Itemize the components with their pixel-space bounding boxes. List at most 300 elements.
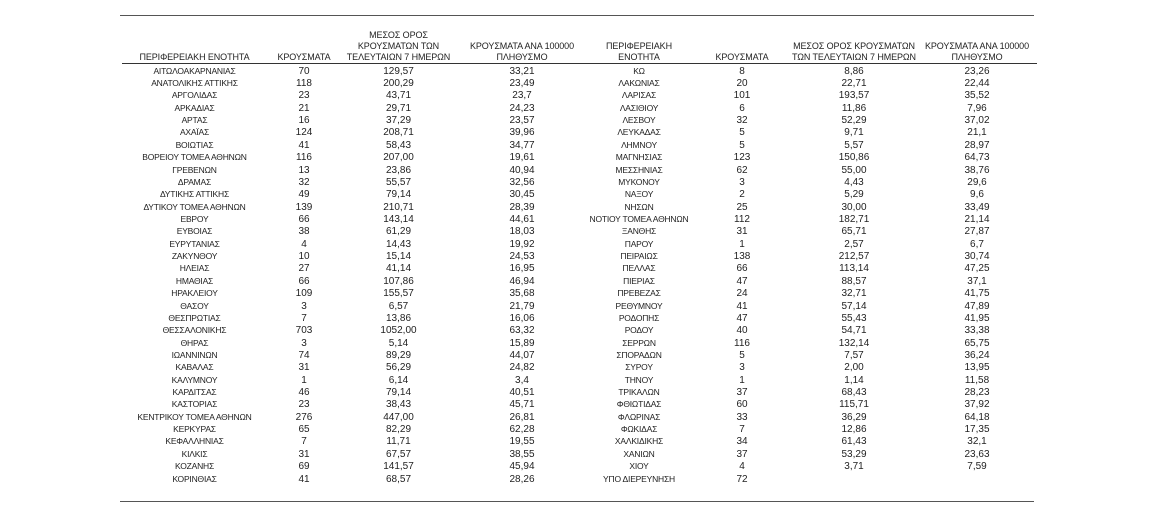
region-cell: ΑΡΓΟΛΙΔΑΣ — [171, 90, 218, 101]
avg7-cell: 56,29 — [385, 362, 412, 374]
avg7-cell: 37,29 — [385, 115, 412, 127]
cases-cell: 62 — [736, 164, 748, 176]
cases-cell: 118 — [296, 78, 312, 90]
region-cell: ΧΙΟΥ — [629, 461, 649, 472]
avg7-cell: 61,43 — [841, 436, 867, 448]
per100k-cell: 62,28 — [509, 424, 535, 436]
region-cell: ΠΕΙΡΑΙΩΣ — [620, 251, 658, 262]
region-cell: ΑΝΑΤΟΛΙΚΗΣ ΑΤΤΙΚΗΣ — [151, 78, 238, 89]
avg7-cell: 182,71 — [838, 213, 870, 225]
table-row — [122, 275, 588, 287]
per100k-cell: 24,23 — [509, 102, 535, 114]
region-cell: ΔΥΤΙΚΟΥ ΤΟΜΕΑ ΑΘΗΝΩΝ — [143, 201, 246, 212]
region-cell: ΝΟΤΙΟΥ ΤΟΜΕΑ ΑΘΗΝΩΝ — [589, 213, 689, 224]
per100k-cell: 36,24 — [964, 349, 990, 361]
avg7-cell: 57,14 — [841, 300, 867, 312]
header-per100k: ΚΡΟΥΣΜΑΤΑ ΑΝΑ 100000 ΠΛΗΘΥΣΜΟ — [925, 41, 1029, 62]
region-cell: ΤΡΙΚΑΛΩΝ — [618, 387, 660, 398]
per100k-cell: 15,89 — [509, 337, 535, 349]
per100k-cell: 6,7 — [970, 238, 984, 250]
cases-cell: 8 — [739, 65, 745, 77]
region-cell: ΣΕΡΡΩΝ — [622, 337, 656, 348]
avg7-cell: 79,14 — [385, 387, 412, 399]
region-cell: ΚΟΖΑΝΗΣ — [174, 461, 214, 472]
region-cell: ΕΥΡΥΤΑΝΙΑΣ — [169, 238, 220, 249]
table-row — [122, 213, 588, 225]
cases-cell: 70 — [298, 65, 310, 77]
per100k-cell: 33,38 — [964, 325, 990, 337]
region-cell: ΦΘΙΩΤΙΔΑΣ — [616, 399, 662, 410]
table-header-left — [122, 27, 588, 63]
region-cell: ΗΜΑΘΙΑΣ — [175, 275, 214, 286]
table-row — [585, 300, 1037, 312]
avg7-cell: 11,86 — [841, 102, 867, 114]
per100k-cell: 3,4 — [515, 374, 529, 386]
cases-cell: 116 — [734, 337, 750, 349]
table-row — [585, 164, 1037, 176]
table-row — [122, 77, 588, 89]
header-avg7: ΜΕΣΟΣ ΟΡΟΣ ΚΡΟΥΣΜΑΤΩΝ ΤΩΝ ΤΕΛΕΥΤΑΙΩΝ 7 ΗΜΕΡΩΝ — [792, 41, 916, 62]
per100k-cell: 30,74 — [964, 251, 990, 263]
region-cell: ΕΥΒΟΙΑΣ — [176, 226, 213, 237]
per100k-cell: 44,07 — [509, 349, 535, 361]
avg7-cell: 43,71 — [385, 90, 412, 102]
header-underline — [122, 63, 588, 64]
avg7-cell: 6,57 — [388, 300, 409, 312]
per100k-cell: 23,57 — [509, 115, 535, 127]
per100k-cell: 26,81 — [509, 411, 535, 423]
avg7-cell: 12,86 — [841, 424, 867, 436]
cases-cell: 66 — [298, 213, 310, 225]
table-body-left — [122, 65, 588, 485]
per100k-cell: 41,75 — [964, 288, 990, 300]
per100k-cell: 30,45 — [509, 189, 535, 201]
cases-cell: 4 — [739, 461, 745, 473]
table-row — [585, 411, 1037, 423]
per100k-cell: 17,35 — [964, 424, 990, 436]
cases-cell: 7 — [301, 312, 307, 324]
region-cell: ΑΡΚΑΔΙΑΣ — [174, 102, 215, 113]
per100k-cell: 37,1 — [967, 275, 987, 287]
avg7-cell: 193,57 — [838, 90, 870, 102]
cases-cell: 47 — [736, 275, 748, 287]
per100k-cell: 27,87 — [964, 226, 990, 238]
avg7-cell: 82,29 — [385, 424, 412, 436]
region-cell: ΡΟΔΟΥ — [624, 325, 654, 336]
table-row — [585, 250, 1037, 262]
cases-cell: 41 — [736, 300, 748, 312]
region-cell: ΘΑΣΟΥ — [180, 300, 209, 311]
per100k-cell: 38,55 — [509, 448, 535, 460]
cases-cell: 20 — [736, 78, 748, 90]
region-cell: ΛΕΣΒΟΥ — [622, 115, 656, 126]
cases-cell: 5 — [739, 127, 745, 139]
per100k-cell: 19,92 — [509, 238, 535, 250]
table-row — [122, 139, 588, 151]
region-cell: ΞΑΝΘΗΣ — [621, 226, 657, 237]
table-row — [585, 448, 1037, 460]
table-row — [585, 386, 1037, 398]
per100k-cell: 28,97 — [964, 139, 990, 151]
region-cell: ΑΡΤΑΣ — [181, 115, 208, 126]
table-row — [585, 139, 1037, 151]
header-region: ΠΕΡΙΦΕΡΕΙΑΚΗ ΕΝΟΤΗΤΑ — [605, 41, 672, 62]
table-row — [585, 102, 1037, 114]
avg7-cell: 212,57 — [838, 251, 870, 263]
avg7-cell: 11,71 — [386, 436, 411, 448]
table-row — [122, 362, 588, 374]
region-cell: ΚΕΦΑΛΛΗΝΙΑΣ — [165, 436, 224, 447]
region-cell: ΝΑΞΟΥ — [624, 189, 654, 200]
table-row — [122, 102, 588, 114]
cases-cell: 101 — [733, 90, 751, 102]
region-cell: ΚΑΒΑΛΑΣ — [175, 362, 214, 373]
cases-cell: 10 — [298, 251, 310, 263]
cases-cell: 37 — [736, 448, 748, 460]
cases-cell: 32 — [298, 176, 310, 188]
region-cell: ΦΩΚΙΔΑΣ — [620, 424, 658, 435]
table-row — [585, 473, 1037, 485]
table-row — [585, 349, 1037, 361]
avg7-cell: 23,86 — [385, 164, 412, 176]
table-row — [122, 189, 588, 201]
cases-cell: 703 — [295, 325, 313, 337]
cases-cell: 112 — [734, 213, 750, 225]
avg7-cell: 200,29 — [383, 78, 414, 90]
region-cell: ΡΕΘΥΜΝΟΥ — [615, 300, 663, 311]
table-block-left — [122, 27, 588, 485]
table-row — [585, 399, 1037, 411]
per100k-cell: 65,75 — [964, 337, 990, 349]
avg7-cell: 207,00 — [383, 152, 414, 164]
region-cell: ΕΒΡΟΥ — [180, 213, 209, 224]
cases-cell: 23 — [298, 90, 310, 102]
per100k-cell: 22,44 — [964, 78, 990, 90]
region-cell: ΑΧΑΪΑΣ — [179, 127, 210, 138]
table-row — [122, 374, 588, 386]
region-cell: ΦΛΩΡΙΝΑΣ — [617, 411, 661, 422]
region-cell: ΥΠΟ ΔΙΕΡΕΥΝΗΣΗ — [603, 473, 675, 484]
region-cell: ΣΥΡΟΥ — [625, 362, 653, 373]
cases-cell: 31 — [736, 226, 748, 238]
table-row — [122, 152, 588, 164]
table-row — [122, 114, 588, 126]
avg7-cell: 55,57 — [385, 176, 412, 188]
table-row — [585, 226, 1037, 238]
avg7-cell: 29,71 — [385, 102, 412, 114]
table-row — [122, 312, 588, 324]
header-cases: ΚΡΟΥΣΜΑΤΑ — [715, 52, 769, 62]
avg7-cell: 1052,00 — [380, 325, 417, 337]
region-cell: ΘΗΡΑΣ — [180, 337, 209, 348]
table-row — [585, 436, 1037, 448]
table-row — [585, 325, 1037, 337]
avg7-cell: 3,71 — [844, 461, 864, 473]
cases-cell: 139 — [295, 201, 313, 213]
region-cell: ΚΑΣΤΟΡΙΑΣ — [171, 399, 218, 410]
table-body-right — [585, 65, 1037, 485]
per100k-cell: 64,18 — [964, 411, 990, 423]
avg7-cell: 55,00 — [841, 164, 867, 176]
table-row — [122, 250, 588, 262]
cases-cell: 65 — [298, 424, 310, 436]
region-cell: ΤΗΝΟΥ — [624, 374, 654, 385]
avg7-cell: 143,14 — [383, 213, 414, 225]
avg7-cell: 5,57 — [844, 139, 864, 151]
cases-cell: 72 — [736, 473, 748, 485]
table-row — [585, 77, 1037, 89]
region-cell: ΖΑΚΥΝΘΟΥ — [171, 251, 218, 262]
cases-cell: 7 — [301, 436, 307, 448]
cases-cell: 23 — [298, 399, 310, 411]
avg7-cell: 4,43 — [844, 176, 864, 188]
per100k-cell: 21,1 — [967, 127, 987, 139]
table-row — [122, 448, 588, 460]
table-row — [585, 287, 1037, 299]
per100k-cell: 40,51 — [509, 387, 535, 399]
per100k-cell: 39,96 — [509, 127, 535, 139]
cases-cell: 1 — [739, 374, 745, 386]
per100k-cell: 9,6 — [970, 189, 984, 201]
cases-cell: 16 — [298, 115, 310, 127]
per100k-cell: 21,79 — [509, 300, 535, 312]
cases-cell: 74 — [298, 349, 310, 361]
region-cell: ΧΑΛΚΙΔΙΚΗΣ — [614, 436, 664, 447]
per100k-cell: 35,52 — [964, 90, 990, 102]
table-row — [122, 337, 588, 349]
avg7-cell: 68,43 — [841, 387, 867, 399]
table-row — [585, 362, 1037, 374]
region-cell: ΚΙΛΚΙΣ — [181, 448, 208, 459]
table-row — [122, 226, 588, 238]
table-row — [122, 423, 588, 435]
table-top-rule — [120, 15, 1034, 16]
per100k-cell: 13,95 — [964, 362, 990, 374]
per100k-cell: 38,76 — [964, 164, 990, 176]
per100k-cell: 63,32 — [509, 325, 535, 337]
table-row — [122, 90, 588, 102]
per100k-cell: 11,58 — [964, 374, 990, 386]
avg7-cell: 65,71 — [841, 226, 867, 238]
per100k-cell: 45,71 — [509, 399, 535, 411]
region-cell: ΚΑΡΔΙΤΣΑΣ — [172, 387, 217, 398]
region-cell: ΧΑΝΙΩΝ — [623, 448, 655, 459]
region-cell: ΝΗΣΩΝ — [624, 201, 654, 212]
cases-cell: 21 — [298, 102, 310, 114]
region-cell: ΙΩΑΝΝΙΝΩΝ — [171, 349, 218, 360]
avg7-cell: 52,29 — [841, 115, 867, 127]
per100k-cell: 33,21 — [509, 65, 535, 77]
table-row — [585, 65, 1037, 77]
table-row — [585, 176, 1037, 188]
table-row — [122, 176, 588, 188]
avg7-cell: 208,71 — [383, 127, 414, 139]
header-per100k: ΚΡΟΥΣΜΑΤΑ ΑΝΑ 100000 ΠΛΗΘΥΣΜΟ — [470, 41, 574, 62]
avg7-cell: 41,14 — [385, 263, 412, 275]
per100k-cell: 7,59 — [967, 461, 987, 473]
per100k-cell: 16,95 — [509, 263, 535, 275]
per100k-cell: 23,26 — [964, 65, 990, 77]
region-cell: ΜΑΓΝΗΣΙΑΣ — [615, 152, 663, 163]
header-avg7: ΜΕΣΟΣ ΟΡΟΣ ΚΡΟΥΣΜΑΤΩΝ ΤΩΝ ΤΕΛΕΥΤΑΙΩΝ 7 ΗΜΕΡΩΝ — [346, 30, 451, 62]
cases-cell: 109 — [295, 288, 313, 300]
avg7-cell: 55,43 — [841, 312, 867, 324]
cases-cell: 5 — [739, 139, 745, 151]
region-cell: ΛΕΥΚΑΔΑΣ — [617, 127, 661, 138]
cases-cell: 124 — [295, 127, 313, 139]
region-cell: ΔΥΤΙΚΗΣ ΑΤΤΙΚΗΣ — [159, 189, 230, 200]
avg7-cell: 88,57 — [841, 275, 867, 287]
table-bottom-rule — [120, 501, 1034, 502]
cases-cell: 47 — [736, 312, 748, 324]
region-cell: ΠΙΕΡΙΑΣ — [623, 275, 655, 286]
region-cell: ΗΛΕΙΑΣ — [179, 263, 210, 274]
avg7-cell: 1,14 — [844, 374, 864, 386]
cases-cell: 6 — [739, 102, 745, 114]
table-row — [122, 201, 588, 213]
avg7-cell: 79,14 — [385, 189, 412, 201]
avg7-cell: 129,57 — [383, 65, 414, 77]
table-row — [122, 300, 588, 312]
avg7-cell: 13,86 — [385, 312, 412, 324]
cases-cell: 66 — [736, 263, 748, 275]
per100k-cell: 40,94 — [509, 164, 535, 176]
region-cell: ΚΩ — [633, 65, 645, 76]
cases-cell: 3 — [739, 176, 745, 188]
avg7-cell: 115,71 — [839, 399, 869, 411]
avg7-cell: 68,57 — [385, 473, 412, 485]
region-cell: ΛΗΜΝΟΥ — [621, 139, 657, 150]
region-cell: ΚΑΛΥΜΝΟΥ — [171, 374, 218, 385]
cases-cell: 116 — [296, 152, 312, 164]
per100k-cell: 19,55 — [509, 436, 535, 448]
cases-cell: 41 — [298, 139, 310, 151]
per100k-cell: 47,89 — [964, 300, 990, 312]
table-row — [122, 325, 588, 337]
table-row — [122, 386, 588, 398]
avg7-cell: 2,00 — [844, 362, 864, 374]
avg7-cell: 53,29 — [841, 448, 867, 460]
region-cell: ΚΕΝΤΡΙΚΟΥ ΤΟΜΕΑ ΑΘΗΝΩΝ — [137, 411, 252, 422]
cases-cell: 138 — [733, 251, 751, 263]
cases-cell: 31 — [298, 448, 310, 460]
per100k-cell: 28,23 — [964, 387, 990, 399]
per100k-cell: 37,92 — [964, 399, 990, 411]
cases-cell: 1 — [301, 374, 307, 386]
cases-cell: 66 — [298, 275, 310, 287]
region-cell: ΚΕΡΚΥΡΑΣ — [173, 424, 216, 435]
per100k-cell: 45,94 — [509, 461, 535, 473]
cases-cell: 46 — [298, 387, 310, 399]
region-cell: ΜΕΣΣΗΝΙΑΣ — [615, 164, 663, 175]
table-row — [122, 411, 588, 423]
avg7-cell: 15,14 — [385, 251, 412, 263]
per100k-cell: 37,02 — [964, 115, 990, 127]
cases-cell: 25 — [736, 201, 748, 213]
table-row — [122, 164, 588, 176]
avg7-cell: 107,86 — [383, 275, 414, 287]
table-row — [122, 263, 588, 275]
table-row — [585, 90, 1037, 102]
table-row — [585, 114, 1037, 126]
avg7-cell: 67,57 — [385, 448, 412, 460]
table-row — [122, 127, 588, 139]
avg7-cell: 113,14 — [839, 263, 869, 275]
avg7-cell: 89,29 — [385, 349, 412, 361]
table-row — [122, 287, 588, 299]
table-row — [585, 201, 1037, 213]
header-underline — [585, 63, 1037, 64]
avg7-cell: 132,14 — [838, 337, 870, 349]
region-cell: ΛΑΡΙΣΑΣ — [621, 90, 657, 101]
table-row — [122, 65, 588, 77]
table-row — [585, 423, 1037, 435]
avg7-cell: 2,57 — [844, 238, 864, 250]
region-cell: ΔΡΑΜΑΣ — [177, 176, 212, 187]
table-row — [585, 461, 1037, 473]
region-cell: ΓΡΕΒΕΝΩΝ — [172, 164, 217, 175]
cases-cell: 32 — [736, 115, 748, 127]
table-header-right — [585, 27, 1037, 63]
table-row — [122, 461, 588, 473]
cases-cell: 5 — [739, 349, 745, 361]
avg7-cell: 9,71 — [844, 127, 864, 139]
cases-cell: 1 — [739, 238, 745, 250]
avg7-cell: 38,43 — [385, 399, 412, 411]
region-cell: ΡΟΔΟΠΗΣ — [618, 312, 660, 323]
per100k-cell: 46,94 — [509, 275, 535, 287]
avg7-cell: 36,29 — [841, 411, 867, 423]
region-cell: ΜΥΚΟΝΟΥ — [618, 176, 660, 187]
table-row — [585, 263, 1037, 275]
cases-cell: 38 — [298, 226, 310, 238]
avg7-cell: 32,71 — [841, 288, 867, 300]
cases-cell: 60 — [736, 399, 748, 411]
cases-cell: 34 — [736, 436, 748, 448]
table-row — [585, 189, 1037, 201]
per100k-cell: 32,56 — [509, 176, 535, 188]
per100k-cell: 35,68 — [509, 288, 535, 300]
per100k-cell: 33,49 — [964, 201, 990, 213]
per100k-cell: 28,26 — [509, 473, 535, 485]
per100k-cell: 24,53 — [509, 251, 535, 263]
per100k-cell: 28,39 — [509, 201, 535, 213]
cases-cell: 7 — [739, 424, 745, 436]
avg7-cell: 7,57 — [844, 349, 864, 361]
cases-cell: 27 — [298, 263, 310, 275]
per100k-cell: 32,1 — [967, 436, 987, 448]
per100k-cell: 24,82 — [509, 362, 535, 374]
avg7-cell: 6,14 — [388, 374, 409, 386]
avg7-cell: 8,86 — [844, 65, 864, 77]
region-cell: ΘΕΣΣΑΛΟΝΙΚΗΣ — [162, 325, 227, 336]
per100k-cell: 29,6 — [967, 176, 987, 188]
cases-cell: 3 — [739, 362, 745, 374]
cases-cell: 123 — [733, 152, 751, 164]
header-cases: ΚΡΟΥΣΜΑΤΑ — [277, 52, 331, 62]
avg7-cell: 447,00 — [383, 411, 414, 423]
header-region: ΠΕΡΙΦΕΡΕΙΑΚΗ ΕΝΟΤΗΤΑ — [139, 52, 250, 62]
per100k-cell: 34,77 — [509, 139, 535, 151]
avg7-cell: 58,43 — [385, 139, 412, 151]
per100k-cell: 19,61 — [509, 152, 535, 164]
avg7-cell: 14,43 — [385, 238, 412, 250]
avg7-cell: 61,29 — [385, 226, 412, 238]
region-cell: ΣΠΟΡΑΔΩΝ — [616, 349, 662, 360]
table-row — [585, 275, 1037, 287]
avg7-cell: 22,71 — [841, 78, 867, 90]
region-cell: ΠΑΡΟΥ — [624, 238, 654, 249]
